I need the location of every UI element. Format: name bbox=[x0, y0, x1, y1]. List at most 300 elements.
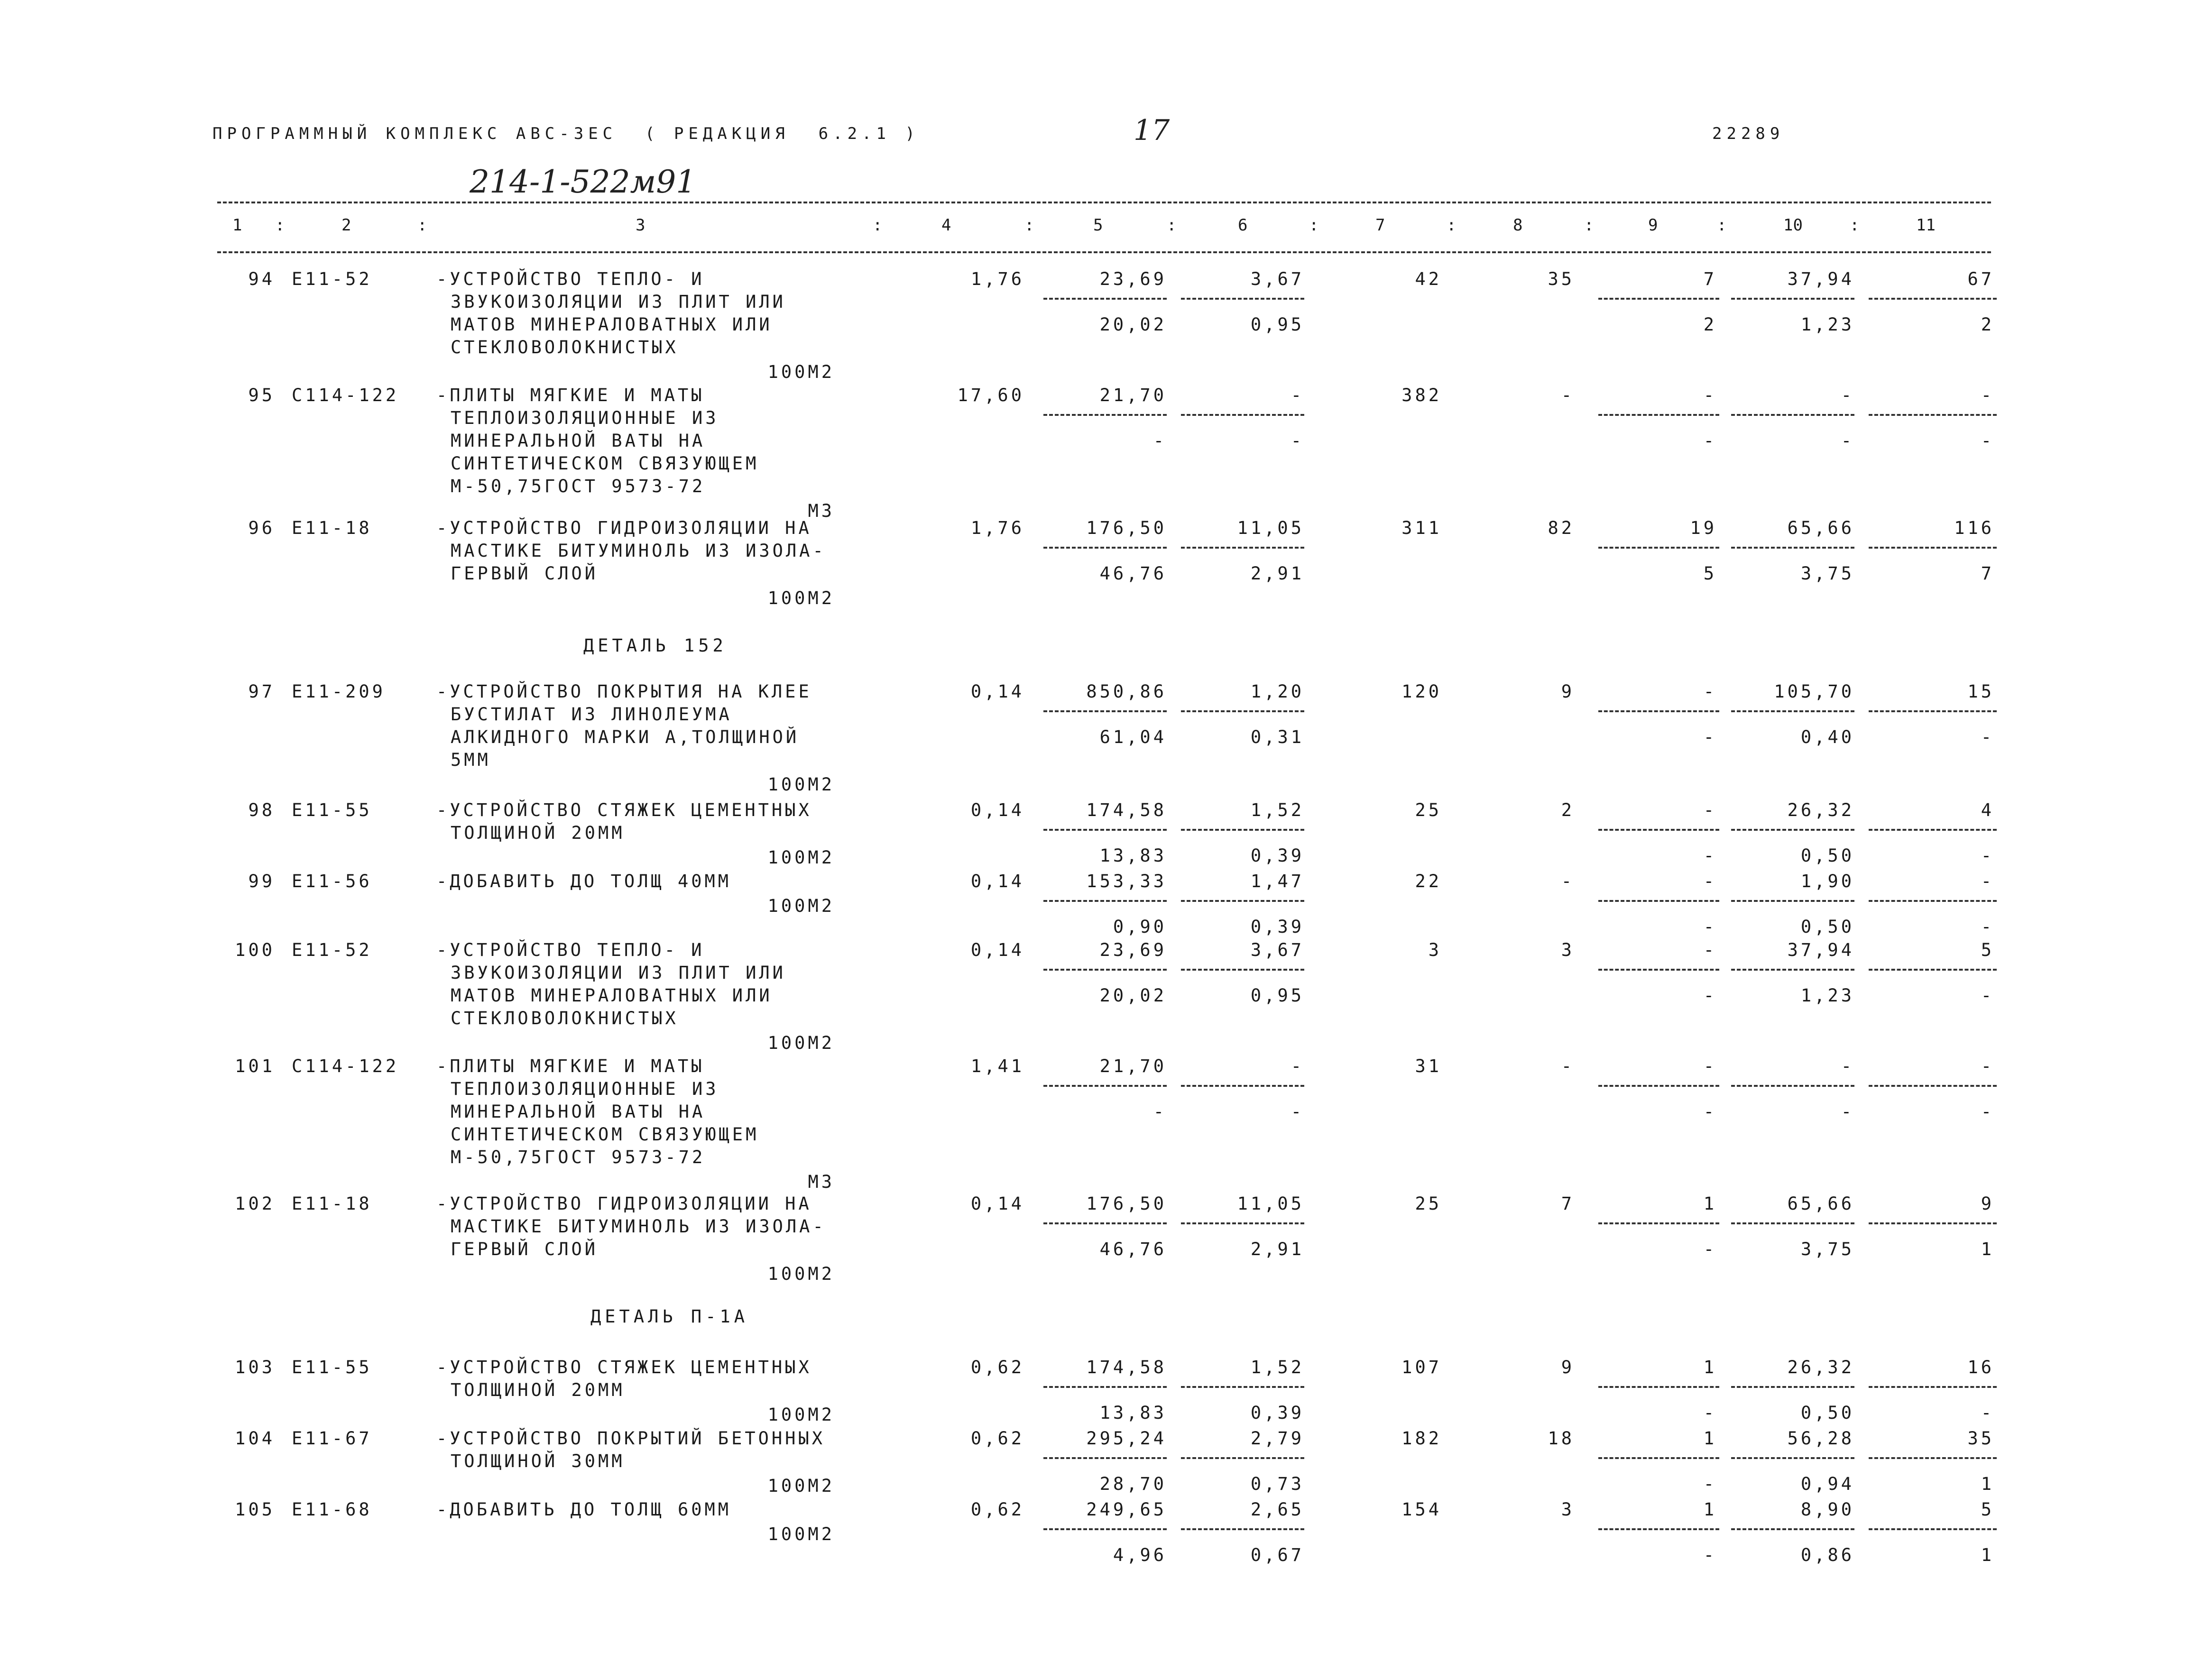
unit-label: 100М2 bbox=[767, 362, 835, 382]
value-c11b: - bbox=[1981, 917, 1994, 937]
separator-c9 bbox=[1598, 1528, 1719, 1530]
col-header-4: 4 bbox=[941, 216, 951, 235]
value-c4: 0,14 bbox=[970, 800, 1024, 820]
unit-label: 100М2 bbox=[767, 896, 835, 916]
work-description-line: МАТОВ МИНЕРАЛОВАТНЫХ ИЛИ bbox=[451, 314, 773, 335]
separator-c6 bbox=[1181, 710, 1304, 712]
value-c11b: - bbox=[1981, 985, 1994, 1006]
value-c8: 9 bbox=[1561, 681, 1575, 702]
value-c6b: 0,31 bbox=[1250, 727, 1304, 747]
work-description-line: ГЕРВЫЙ СЛОЙ bbox=[451, 563, 599, 584]
work-description-line: ТОЛЩИНОЙ 30ММ bbox=[451, 1451, 625, 1471]
separator-c6 bbox=[1181, 547, 1304, 549]
value-c5b: 13,83 bbox=[1099, 1403, 1167, 1423]
separator-c11 bbox=[1869, 900, 1997, 902]
work-description-line: -УСТРОЙСТВО ГИДРОИЗОЛЯЦИИ НА bbox=[436, 1193, 812, 1214]
value-c9b: - bbox=[1703, 1239, 1717, 1259]
value-c5: 174,58 bbox=[1086, 1357, 1167, 1377]
work-description-line: МАСТИКЕ БИТУМИНОЛЬ ИЗ ИЗОЛА- bbox=[451, 1216, 826, 1237]
section-label: ДЕТАЛЬ 152 bbox=[583, 635, 727, 656]
value-c7: 25 bbox=[1415, 1193, 1442, 1214]
value-c8: 35 bbox=[1548, 269, 1575, 289]
separator-c9 bbox=[1598, 1386, 1719, 1388]
value-c9b: - bbox=[1703, 727, 1717, 747]
separator-c9 bbox=[1598, 1085, 1719, 1087]
col-header-sep: : bbox=[417, 216, 427, 235]
col-header-sep: : bbox=[1024, 216, 1034, 235]
work-description-line: -УСТРОЙСТВО ТЕПЛО- И bbox=[436, 269, 705, 289]
unit-label: 100М2 bbox=[767, 847, 835, 868]
separator-c11 bbox=[1869, 1386, 1997, 1388]
value-c7: 42 bbox=[1415, 269, 1442, 289]
value-c8: 2 bbox=[1561, 800, 1575, 820]
col-header-6: 6 bbox=[1238, 216, 1248, 235]
value-c8: 3 bbox=[1561, 1499, 1575, 1520]
value-c4: 0,14 bbox=[970, 871, 1024, 891]
work-description-line: М-50,75ГОСТ 9573-72 bbox=[451, 1147, 706, 1167]
page-number: 17 bbox=[1134, 114, 1170, 147]
separator-c11 bbox=[1869, 1222, 1997, 1224]
row-number: 101 bbox=[235, 1056, 275, 1076]
value-c5b: 46,76 bbox=[1099, 563, 1167, 584]
value-c5: 176,50 bbox=[1086, 518, 1167, 538]
col-header-7: 7 bbox=[1375, 216, 1385, 235]
work-description-line: ТОЛЩИНОЙ 20ММ bbox=[451, 823, 625, 843]
value-c5b: - bbox=[1153, 431, 1167, 451]
price-code: С114-122 bbox=[292, 1056, 399, 1076]
value-c10b: 0,86 bbox=[1800, 1545, 1854, 1565]
value-c6: 2,65 bbox=[1250, 1499, 1304, 1520]
work-description-line: АЛКИДНОГО МАРКИ А,ТОЛЩИНОЙ bbox=[451, 727, 800, 747]
value-c11b: - bbox=[1981, 845, 1994, 866]
separator-c9 bbox=[1598, 547, 1719, 549]
price-code: Е11-52 bbox=[292, 269, 372, 289]
value-c10b: 3,75 bbox=[1800, 563, 1854, 584]
value-c10b: - bbox=[1841, 1102, 1854, 1122]
value-c9: - bbox=[1703, 940, 1717, 960]
value-c11: 4 bbox=[1981, 800, 1994, 820]
price-code: Е11-55 bbox=[292, 800, 372, 820]
value-c10: - bbox=[1841, 385, 1854, 405]
value-c10: - bbox=[1841, 1056, 1854, 1076]
work-description-line: МИНЕРАЛЬНОЙ ВАТЫ НА bbox=[451, 1102, 706, 1122]
price-code: Е11-209 bbox=[292, 681, 386, 702]
value-c6b: - bbox=[1291, 1102, 1304, 1122]
value-c6: 1,52 bbox=[1250, 800, 1304, 820]
value-c4: 0,62 bbox=[970, 1357, 1024, 1377]
value-c10: 65,66 bbox=[1787, 518, 1854, 538]
unit-label: М3 bbox=[808, 1172, 835, 1192]
work-description-line: МАТОВ МИНЕРАЛОВАТНЫХ ИЛИ bbox=[451, 985, 773, 1006]
value-c10: 8,90 bbox=[1800, 1499, 1854, 1520]
separator-c6 bbox=[1181, 900, 1304, 902]
value-c5b: 0,90 bbox=[1113, 917, 1167, 937]
separator-c5 bbox=[1043, 547, 1167, 549]
separator-c10 bbox=[1731, 1386, 1854, 1388]
value-c4: 0,14 bbox=[970, 1193, 1024, 1214]
work-description-line: -УСТРОЙСТВО ПОКРЫТИЙ БЕТОННЫХ bbox=[436, 1428, 826, 1449]
work-description-line: -ДОБАВИТЬ ДО ТОЛЩ 60ММ bbox=[436, 1499, 732, 1520]
separator-c11 bbox=[1869, 414, 1997, 416]
col-header-sep: : bbox=[1717, 216, 1727, 235]
value-c5b: - bbox=[1153, 1102, 1167, 1122]
work-description-line: ТОЛЩИНОЙ 20ММ bbox=[451, 1380, 625, 1400]
value-c7: 107 bbox=[1401, 1357, 1442, 1377]
value-c6: 1,47 bbox=[1250, 871, 1304, 891]
value-c8: - bbox=[1561, 385, 1575, 405]
value-c11b: - bbox=[1981, 727, 1994, 747]
separator-c6 bbox=[1181, 298, 1304, 300]
value-c5: 249,65 bbox=[1086, 1499, 1167, 1520]
col-header-sep: : bbox=[1584, 216, 1594, 235]
separator-c9 bbox=[1598, 414, 1719, 416]
value-c5: 153,33 bbox=[1086, 871, 1167, 891]
value-c9: - bbox=[1703, 385, 1717, 405]
header-rule-bottom bbox=[217, 251, 1991, 253]
separator-c11 bbox=[1869, 298, 1997, 300]
value-c9: - bbox=[1703, 681, 1717, 702]
value-c8: 18 bbox=[1548, 1428, 1575, 1449]
separator-c5 bbox=[1043, 414, 1167, 416]
work-description-line: -УСТРОЙСТВО ПОКРЫТИЯ НА КЛЕЕ bbox=[436, 681, 812, 702]
value-c10b: 3,75 bbox=[1800, 1239, 1854, 1259]
value-c9: - bbox=[1703, 1056, 1717, 1076]
value-c9: 1 bbox=[1703, 1193, 1717, 1214]
value-c6b: 0,39 bbox=[1250, 917, 1304, 937]
row-number: 99 bbox=[248, 871, 275, 891]
value-c10: 26,32 bbox=[1787, 1357, 1854, 1377]
value-c10: 1,90 bbox=[1800, 871, 1854, 891]
value-c6: - bbox=[1291, 385, 1304, 405]
value-c9b: - bbox=[1703, 1102, 1717, 1122]
value-c7: 154 bbox=[1401, 1499, 1442, 1520]
value-c7: 3 bbox=[1428, 940, 1442, 960]
separator-c10 bbox=[1731, 1222, 1854, 1224]
row-number: 102 bbox=[235, 1193, 275, 1214]
price-code: Е11-55 bbox=[292, 1357, 372, 1377]
work-description-line: ТЕПЛОИЗОЛЯЦИОННЫЕ ИЗ bbox=[451, 408, 719, 428]
separator-c6 bbox=[1181, 414, 1304, 416]
col-header-11: 11 bbox=[1916, 216, 1936, 235]
value-c5: 21,70 bbox=[1099, 1056, 1167, 1076]
separator-c5 bbox=[1043, 710, 1167, 712]
separator-c9 bbox=[1598, 298, 1719, 300]
value-c10b: 0,50 bbox=[1800, 917, 1854, 937]
unit-label: 100М2 bbox=[767, 1524, 835, 1544]
unit-label: 100М2 bbox=[767, 1264, 835, 1284]
value-c10b: - bbox=[1841, 431, 1854, 451]
row-number: 100 bbox=[235, 940, 275, 960]
work-description-line: ЗВУКОИЗОЛЯЦИИ ИЗ ПЛИТ ИЛИ bbox=[451, 292, 786, 312]
col-header-sep: : bbox=[275, 216, 285, 235]
work-description-line: 5ММ bbox=[451, 750, 491, 770]
separator-c11 bbox=[1869, 710, 1997, 712]
col-header-2: 2 bbox=[341, 216, 351, 235]
separator-c11 bbox=[1869, 1085, 1997, 1087]
value-c6b: 2,91 bbox=[1250, 563, 1304, 584]
value-c5b: 20,02 bbox=[1099, 985, 1167, 1006]
value-c8: - bbox=[1561, 871, 1575, 891]
value-c10b: 0,50 bbox=[1800, 845, 1854, 866]
row-number: 103 bbox=[235, 1357, 275, 1377]
value-c7: 382 bbox=[1401, 385, 1442, 405]
value-c7: 25 bbox=[1415, 800, 1442, 820]
work-description-line: МИНЕРАЛЬНОЙ ВАТЫ НА bbox=[451, 431, 706, 451]
value-c8: 7 bbox=[1561, 1193, 1575, 1214]
value-c8: 9 bbox=[1561, 1357, 1575, 1377]
value-c6: 11,05 bbox=[1237, 1193, 1304, 1214]
value-c5: 176,50 bbox=[1086, 1193, 1167, 1214]
value-c4: 0,62 bbox=[970, 1428, 1024, 1449]
value-c6: 1,20 bbox=[1250, 681, 1304, 702]
separator-c10 bbox=[1731, 900, 1854, 902]
col-header-sep: : bbox=[1167, 216, 1177, 235]
row-number: 96 bbox=[248, 518, 275, 538]
separator-c10 bbox=[1731, 969, 1854, 971]
value-c8: - bbox=[1561, 1056, 1575, 1076]
value-c7: 22 bbox=[1415, 871, 1442, 891]
work-description-line: БУСТИЛАТ ИЗ ЛИНОЛЕУМА bbox=[451, 704, 732, 725]
value-c6b: 0,39 bbox=[1250, 845, 1304, 866]
separator-c11 bbox=[1869, 969, 1997, 971]
value-c7: 182 bbox=[1401, 1428, 1442, 1449]
value-c6b: - bbox=[1291, 431, 1304, 451]
value-c4: 1,41 bbox=[970, 1056, 1024, 1076]
value-c4: 1,76 bbox=[970, 518, 1024, 538]
separator-c5 bbox=[1043, 1528, 1167, 1530]
unit-label: 100М2 bbox=[767, 1476, 835, 1496]
value-c6b: 0,73 bbox=[1250, 1474, 1304, 1494]
col-header-10: 10 bbox=[1783, 216, 1803, 235]
price-code: Е11-52 bbox=[292, 940, 372, 960]
value-c7: 120 bbox=[1401, 681, 1442, 702]
value-c10b: 0,40 bbox=[1800, 727, 1854, 747]
separator-c6 bbox=[1181, 1386, 1304, 1388]
value-c9b: 5 bbox=[1703, 563, 1717, 584]
value-c9b: - bbox=[1703, 845, 1717, 866]
value-c11: 67 bbox=[1967, 269, 1994, 289]
separator-c5 bbox=[1043, 1386, 1167, 1388]
value-c5: 21,70 bbox=[1099, 385, 1167, 405]
price-code: Е11-67 bbox=[292, 1428, 372, 1449]
separator-c5 bbox=[1043, 900, 1167, 902]
value-c6: 2,79 bbox=[1250, 1428, 1304, 1449]
separator-c9 bbox=[1598, 829, 1719, 831]
col-header-sep: : bbox=[1447, 216, 1457, 235]
work-description-line: -УСТРОЙСТВО ГИДРОИЗОЛЯЦИИ НА bbox=[436, 518, 812, 538]
separator-c6 bbox=[1181, 1222, 1304, 1224]
col-header-5: 5 bbox=[1093, 216, 1103, 235]
value-c6: 3,67 bbox=[1250, 269, 1304, 289]
work-description-line: -УСТРОЙСТВО СТЯЖЕК ЦЕМЕНТНЫХ bbox=[436, 1357, 812, 1377]
unit-label: 100М2 bbox=[767, 588, 835, 608]
separator-c10 bbox=[1731, 1457, 1854, 1459]
value-c6b: 0,39 bbox=[1250, 1403, 1304, 1423]
col-header-8: 8 bbox=[1513, 216, 1523, 235]
work-description-line: СТЕКЛОВОЛОКНИСТЫХ bbox=[451, 337, 679, 358]
work-description-line: -ПЛИТЫ МЯГКИЕ И МАТЫ bbox=[436, 385, 705, 405]
value-c10: 105,70 bbox=[1774, 681, 1854, 702]
value-c6: 11,05 bbox=[1237, 518, 1304, 538]
value-c11b: 1 bbox=[1981, 1239, 1994, 1259]
separator-c10 bbox=[1731, 710, 1854, 712]
separator-c9 bbox=[1598, 900, 1719, 902]
col-header-sep: : bbox=[1309, 216, 1319, 235]
separator-c6 bbox=[1181, 969, 1304, 971]
value-c6: 3,67 bbox=[1250, 940, 1304, 960]
value-c9b: - bbox=[1703, 1403, 1717, 1423]
row-number: 98 bbox=[248, 800, 275, 820]
value-c6: - bbox=[1291, 1056, 1304, 1076]
value-c11: 5 bbox=[1981, 940, 1994, 960]
value-c5b: 4,96 bbox=[1113, 1545, 1167, 1565]
col-header-3: 3 bbox=[636, 216, 645, 235]
work-description-line: СИНТЕТИЧЕСКОМ СВЯЗУЮЩЕМ bbox=[451, 1124, 759, 1145]
value-c5b: 46,76 bbox=[1099, 1239, 1167, 1259]
value-c9: 1 bbox=[1703, 1499, 1717, 1520]
separator-c5 bbox=[1043, 1085, 1167, 1087]
separator-c6 bbox=[1181, 829, 1304, 831]
separator-c9 bbox=[1598, 710, 1719, 712]
separator-c11 bbox=[1869, 547, 1997, 549]
work-description-line: -ПЛИТЫ МЯГКИЕ И МАТЫ bbox=[436, 1056, 705, 1076]
value-c10: 56,28 bbox=[1787, 1428, 1854, 1449]
value-c8: 3 bbox=[1561, 940, 1575, 960]
row-number: 104 bbox=[235, 1428, 275, 1449]
work-description-line: -ДОБАВИТЬ ДО ТОЛЩ 40ММ bbox=[436, 871, 732, 891]
price-code: С114-122 bbox=[292, 385, 399, 405]
value-c6b: 0,95 bbox=[1250, 985, 1304, 1006]
value-c10b: 1,23 bbox=[1800, 314, 1854, 335]
value-c11b: 1 bbox=[1981, 1474, 1994, 1494]
value-c11: 35 bbox=[1967, 1428, 1994, 1449]
header-rule-top bbox=[217, 202, 1991, 203]
work-description-line: ГЕРВЫЙ СЛОЙ bbox=[451, 1239, 599, 1259]
value-c5b: 28,70 bbox=[1099, 1474, 1167, 1494]
separator-c10 bbox=[1731, 829, 1854, 831]
separator-c10 bbox=[1731, 1085, 1854, 1087]
value-c10: 37,94 bbox=[1787, 269, 1854, 289]
value-c4: 0,14 bbox=[970, 940, 1024, 960]
work-description-line: -УСТРОЙСТВО ТЕПЛО- И bbox=[436, 940, 705, 960]
work-description-line: СТЕКЛОВОЛОКНИСТЫХ bbox=[451, 1008, 679, 1028]
value-c4: 0,14 bbox=[970, 681, 1024, 702]
value-c5: 23,69 bbox=[1099, 940, 1167, 960]
separator-c10 bbox=[1731, 414, 1854, 416]
work-description-line: ТЕПЛОИЗОЛЯЦИОННЫЕ ИЗ bbox=[451, 1079, 719, 1099]
value-c11b: - bbox=[1981, 431, 1994, 451]
value-c11b: 1 bbox=[1981, 1545, 1994, 1565]
work-description-line: ЗВУКОИЗОЛЯЦИИ ИЗ ПЛИТ ИЛИ bbox=[451, 963, 786, 983]
value-c11b: - bbox=[1981, 1403, 1994, 1423]
document-code: 22289 bbox=[1712, 124, 1785, 143]
value-c11: 116 bbox=[1954, 518, 1994, 538]
separator-c9 bbox=[1598, 1222, 1719, 1224]
value-c11: 16 bbox=[1967, 1357, 1994, 1377]
value-c10b: 0,94 bbox=[1800, 1474, 1854, 1494]
value-c4: 1,76 bbox=[970, 269, 1024, 289]
value-c10: 37,94 bbox=[1787, 940, 1854, 960]
value-c11: 15 bbox=[1967, 681, 1994, 702]
price-code: Е11-18 bbox=[292, 518, 372, 538]
separator-c5 bbox=[1043, 829, 1167, 831]
separator-c9 bbox=[1598, 1457, 1719, 1459]
work-description-line: М-50,75ГОСТ 9573-72 bbox=[451, 476, 706, 496]
separator-c11 bbox=[1869, 829, 1997, 831]
col-header-1: 1 bbox=[232, 216, 242, 235]
row-number: 94 bbox=[248, 269, 275, 289]
value-c5: 295,24 bbox=[1086, 1428, 1167, 1449]
work-description-line: -УСТРОЙСТВО СТЯЖЕК ЦЕМЕНТНЫХ bbox=[436, 800, 812, 820]
value-c10: 26,32 bbox=[1787, 800, 1854, 820]
value-c6: 1,52 bbox=[1250, 1357, 1304, 1377]
value-c10b: 1,23 bbox=[1800, 985, 1854, 1006]
value-c9: - bbox=[1703, 871, 1717, 891]
separator-c6 bbox=[1181, 1457, 1304, 1459]
value-c9: 1 bbox=[1703, 1428, 1717, 1449]
col-header-sep: : bbox=[1850, 216, 1860, 235]
price-code: Е11-68 bbox=[292, 1499, 372, 1520]
unit-label: 100М2 bbox=[767, 774, 835, 795]
col-header-sep: : bbox=[873, 216, 883, 235]
value-c9: 7 bbox=[1703, 269, 1717, 289]
value-c4: 17,60 bbox=[957, 385, 1024, 405]
section-label: ДЕТАЛЬ П-1А bbox=[590, 1306, 749, 1327]
value-c6b: 2,91 bbox=[1250, 1239, 1304, 1259]
value-c5b: 61,04 bbox=[1099, 727, 1167, 747]
value-c5b: 13,83 bbox=[1099, 845, 1167, 866]
value-c5: 23,69 bbox=[1099, 269, 1167, 289]
value-c9b: - bbox=[1703, 1545, 1717, 1565]
value-c9: 19 bbox=[1690, 518, 1717, 538]
value-c6b: 0,95 bbox=[1250, 314, 1304, 335]
separator-c5 bbox=[1043, 969, 1167, 971]
separator-c11 bbox=[1869, 1528, 1997, 1530]
value-c11b: - bbox=[1981, 1102, 1994, 1122]
value-c11b: 7 bbox=[1981, 563, 1994, 584]
value-c11: - bbox=[1981, 385, 1994, 405]
value-c9b: - bbox=[1703, 1474, 1717, 1494]
handwritten-reference: 214-1-522м91 bbox=[470, 164, 696, 200]
value-c9b: - bbox=[1703, 431, 1717, 451]
value-c6b: 0,67 bbox=[1250, 1545, 1304, 1565]
value-c5: 850,86 bbox=[1086, 681, 1167, 702]
price-code: Е11-18 bbox=[292, 1193, 372, 1214]
value-c7: 311 bbox=[1401, 518, 1442, 538]
value-c11: - bbox=[1981, 871, 1994, 891]
unit-label: 100М2 bbox=[767, 1405, 835, 1425]
price-code: Е11-56 bbox=[292, 871, 372, 891]
value-c11: 9 bbox=[1981, 1193, 1994, 1214]
edition-label: ( РЕДАКЦИЯ 6.2.1 ) bbox=[645, 124, 920, 143]
row-number: 97 bbox=[248, 681, 275, 702]
value-c11: 5 bbox=[1981, 1499, 1994, 1520]
row-number: 105 bbox=[235, 1499, 275, 1520]
separator-c10 bbox=[1731, 298, 1854, 300]
unit-label: 100М2 bbox=[767, 1033, 835, 1053]
separator-c5 bbox=[1043, 298, 1167, 300]
value-c10b: 0,50 bbox=[1800, 1403, 1854, 1423]
separator-c6 bbox=[1181, 1528, 1304, 1530]
value-c10: 65,66 bbox=[1787, 1193, 1854, 1214]
value-c9: 1 bbox=[1703, 1357, 1717, 1377]
value-c7: 31 bbox=[1415, 1056, 1442, 1076]
separator-c11 bbox=[1869, 1457, 1997, 1459]
value-c9b: - bbox=[1703, 917, 1717, 937]
value-c11b: 2 bbox=[1981, 314, 1994, 335]
separator-c10 bbox=[1731, 547, 1854, 549]
value-c8: 82 bbox=[1548, 518, 1575, 538]
